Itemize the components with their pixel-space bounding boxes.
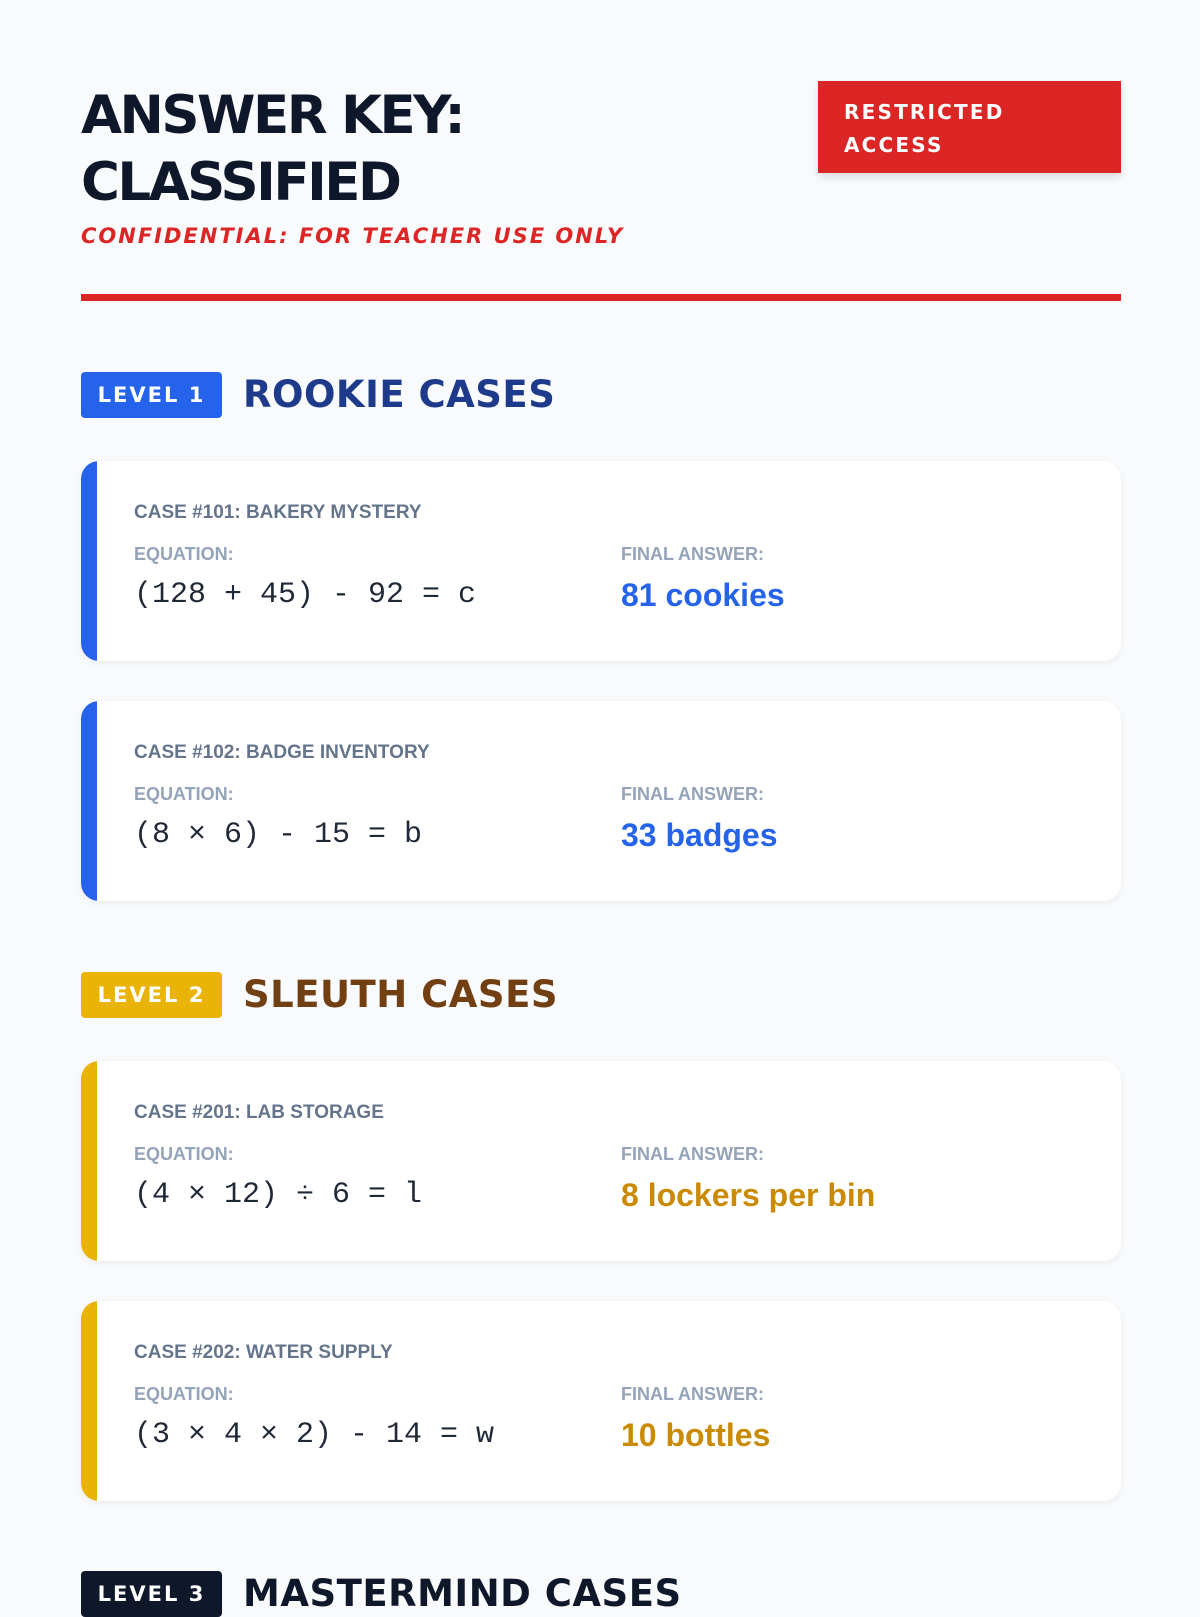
case-answer: 10 bottles (621, 1417, 771, 1453)
case-accent-stripe (81, 701, 97, 901)
level-3-badge: LEVEL 3 (81, 1571, 222, 1617)
equation-label: EQUATION: (134, 1144, 234, 1164)
final-answer-label: FINAL ANSWER: (621, 1384, 764, 1404)
restricted-access-stamp (818, 81, 1121, 173)
case-card-201 (81, 1061, 1121, 1261)
level-2-badge: LEVEL 2 (81, 972, 222, 1018)
case-card-202 (81, 1301, 1121, 1501)
final-answer-label: FINAL ANSWER: (621, 1144, 764, 1164)
case-accent-stripe (81, 1061, 97, 1261)
case-accent-stripe (81, 1301, 97, 1501)
case-card-101 (81, 461, 1121, 661)
equation-label: EQUATION: (134, 784, 234, 804)
case-equation: (8 × 6) - 15 = b (134, 818, 423, 852)
stamp-line-1: RESTRICTED (844, 100, 1005, 124)
equation-label: EQUATION: (134, 544, 234, 564)
case-answer: 8 lockers per bin (621, 1177, 876, 1213)
stamp-line-2: ACCESS (844, 133, 944, 157)
case-equation: (3 × 4 × 2) - 14 = w (134, 1418, 495, 1452)
confidential-subtitle: CONFIDENTIAL: FOR TEACHER USE ONLY (81, 224, 625, 248)
page-header (81, 0, 1121, 302)
case-title: CASE #202: WATER SUPPLY (134, 1342, 393, 1363)
equation-label: EQUATION: (134, 1384, 234, 1404)
case-equation: (4 × 12) ÷ 6 = l (134, 1178, 423, 1212)
page-title (81, 82, 681, 216)
title-line-1: ANSWER KEY: (81, 85, 464, 146)
case-title: CASE #101: BAKERY MYSTERY (134, 502, 422, 523)
level-2-title: SLEUTH CASES (243, 973, 558, 1016)
level-1-heading (81, 371, 555, 418)
case-title: CASE #201: LAB STORAGE (134, 1102, 384, 1123)
case-answer: 81 cookies (621, 577, 785, 613)
level-3-title: MASTERMIND CASES (243, 1572, 682, 1615)
case-equation: (128 + 45) - 92 = c (134, 578, 477, 612)
level-1-badge: LEVEL 1 (81, 372, 222, 418)
header-divider (81, 294, 1121, 301)
case-title: CASE #102: BADGE INVENTORY (134, 742, 430, 763)
case-card-102 (81, 701, 1121, 901)
final-answer-label: FINAL ANSWER: (621, 544, 764, 564)
level-1-title: ROOKIE CASES (243, 373, 556, 416)
case-accent-stripe (81, 461, 97, 661)
answer-key-page (81, 0, 1121, 1615)
title-line-2: CLASSIFIED (81, 152, 400, 213)
level-2-heading (81, 971, 558, 1018)
final-answer-label: FINAL ANSWER: (621, 784, 764, 804)
level-3-heading (81, 1570, 682, 1617)
case-answer: 33 badges (621, 817, 778, 853)
